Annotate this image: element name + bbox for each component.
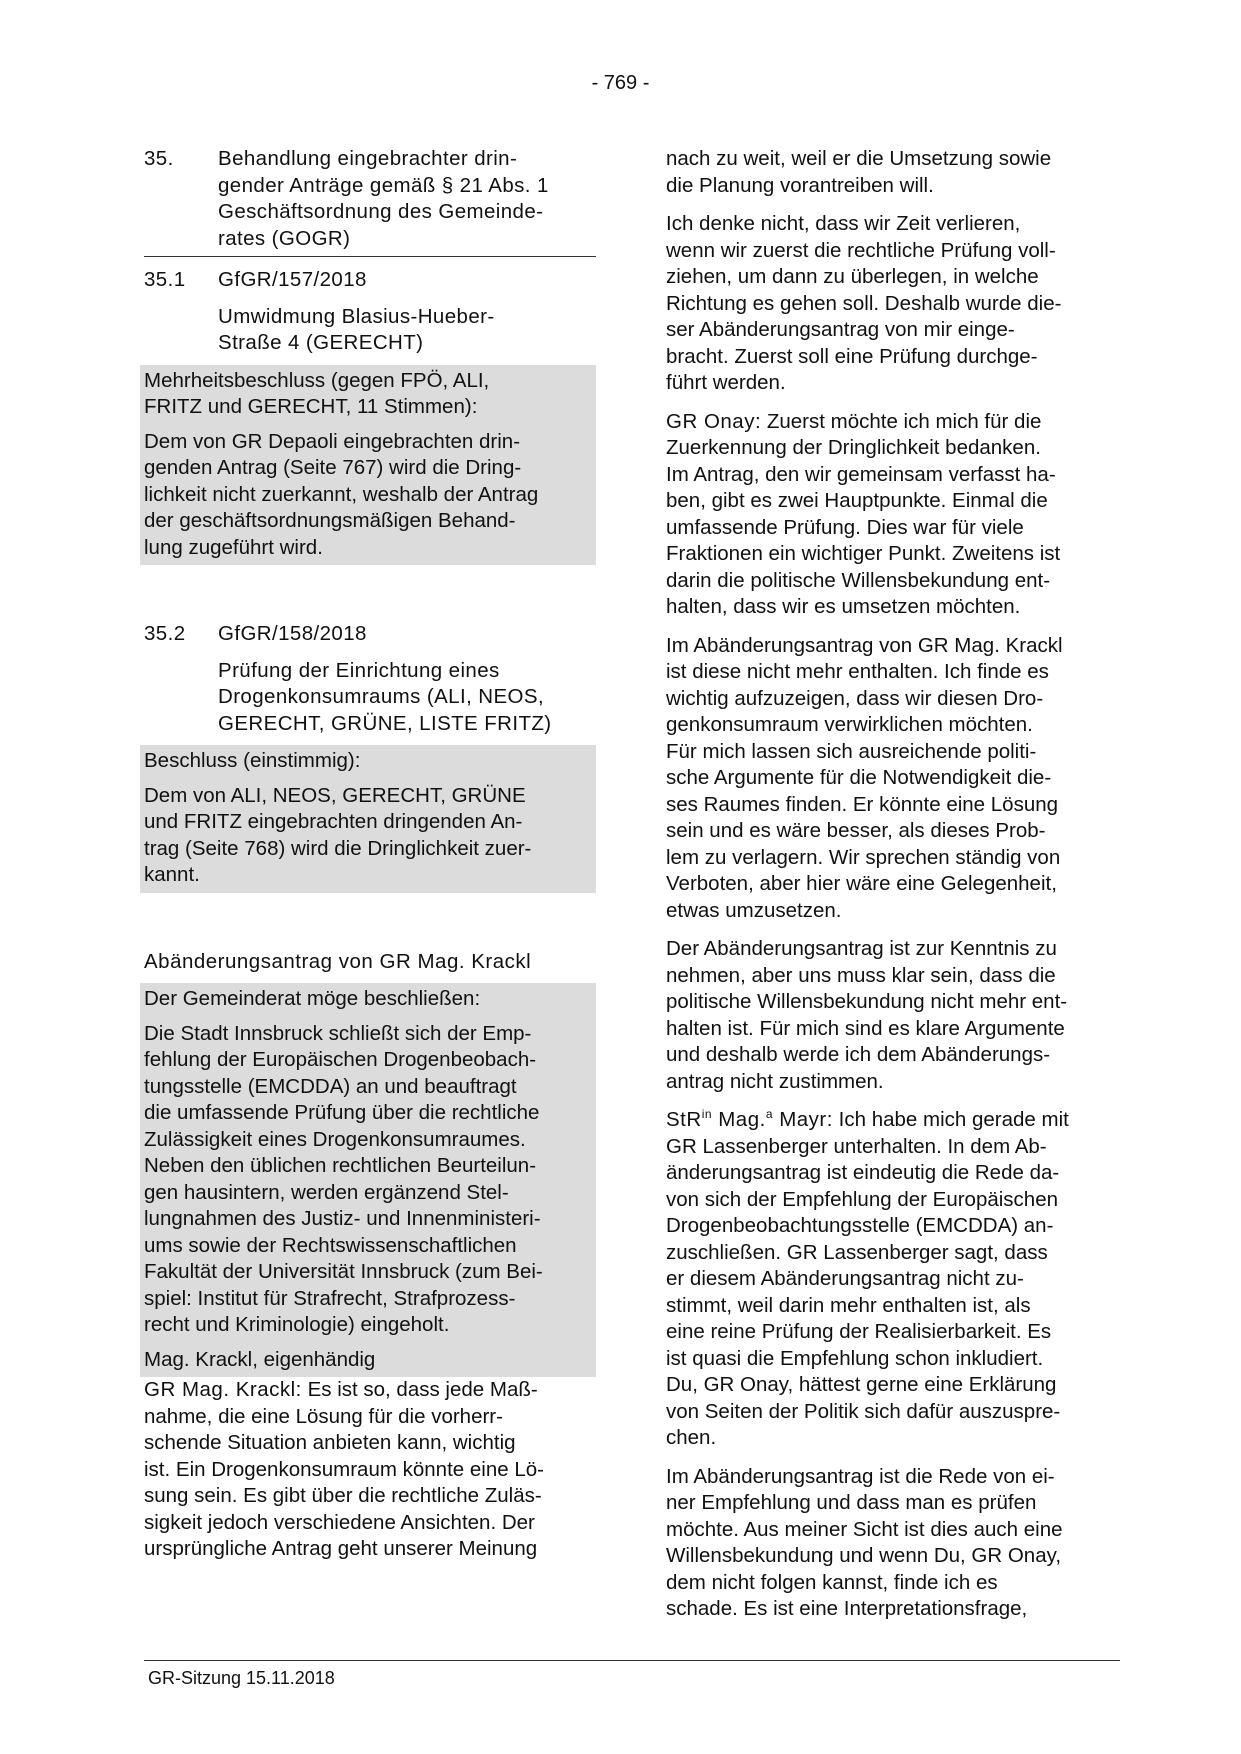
- item-title: [144, 658, 596, 738]
- text-line: Der Abänderungsantrag ist zur Kenntnis zu: [666, 937, 1057, 960]
- speaker-part: StR: [666, 1108, 702, 1131]
- text-line: er diesem Abänderungsantrag nicht zu-: [666, 1267, 1024, 1290]
- footer-divider: [144, 1660, 1120, 1661]
- resolution-head: [144, 368, 592, 421]
- text-line: Drogenbeobachtungsstelle (EMCDDA) an-: [666, 1214, 1054, 1237]
- text-line: dem nicht folgen kannst, finde ich es: [666, 1570, 998, 1594]
- speech-paragraph: [666, 409, 1120, 621]
- text-line: spiel: Institut für Strafrecht, Strafprozess-: [144, 1286, 516, 1310]
- text-line: Es ist so, dass jede Maß-: [301, 1378, 538, 1401]
- text-line: ner Empfehlung und dass man es prüfen: [666, 1491, 1037, 1514]
- text-line: ses Raumes finden. Er könnte eine Lösung: [666, 792, 1059, 816]
- text-line: nehmen, aber uns muss klar sein, dass die: [666, 963, 1056, 987]
- text-line: halten ist. Für mich sind es klare Argumente: [666, 1016, 1065, 1040]
- speaker-superscript: a: [765, 1107, 773, 1122]
- text-line: tungsstelle (EMCDDA) an und beauftragt: [144, 1074, 517, 1098]
- text-line: antrag nicht zustimmen.: [666, 1069, 884, 1093]
- resolution-text: [144, 783, 592, 889]
- text-line: Im Abänderungsantrag von GR Mag. Krackl: [666, 633, 1063, 657]
- text-line: schende Situation anbieten kann, wichtig: [144, 1431, 516, 1454]
- text-line: kannt.: [144, 863, 200, 886]
- left-column: [144, 146, 596, 1575]
- item-number: 35.1: [144, 268, 186, 291]
- paragraph: [666, 936, 1120, 1095]
- text-line: umfassende Prüfung. Dies war für viele: [666, 515, 1024, 539]
- divider: [144, 256, 596, 257]
- text-line: Ich denke nicht, dass wir Zeit verlieren,: [666, 212, 1021, 235]
- resolution-box: [140, 745, 596, 893]
- speaker-name: GR Onay:: [666, 409, 762, 433]
- text-line: möchte. Aus meiner Sicht ist dies auch eine: [666, 1517, 1063, 1541]
- amendment-text: [144, 1021, 592, 1339]
- text-line: rates (GOGR): [218, 226, 351, 250]
- text-line: GERECHT, GRÜNE, LISTE FRITZ): [218, 711, 552, 735]
- text-line: recht und Kriminologie) eingeholt.: [144, 1313, 450, 1336]
- item-title: [144, 304, 596, 357]
- text-line: ser Abänderungsantrag von mir einge-: [666, 318, 1015, 341]
- text-line: Die Stadt Innsbruck schließt sich der Emp-: [144, 1021, 532, 1045]
- text-line: Prüfung der Einrichtung eines: [218, 658, 500, 682]
- resolution-text: [144, 429, 592, 562]
- text-line: Zulässigkeit eines Drogenkonsumraumes.: [144, 1127, 526, 1151]
- text-line: ziehen, um dann zu überlegen, in welche: [666, 265, 1039, 288]
- amendment-head: Der Gemeinderat möge beschließen:: [144, 987, 481, 1010]
- text-line: halten, dass wir es umsetzen möchten.: [666, 595, 1021, 618]
- text-line: von sich der Empfehlung der Europäischen: [666, 1187, 1059, 1211]
- text-line: lichkeit nicht zuerkannt, weshalb der Antrag: [144, 482, 539, 506]
- resolution-box: [140, 365, 596, 566]
- text-line: Neben den üblichen rechtlichen Beurteilun-: [144, 1154, 537, 1177]
- item-title: [218, 146, 596, 252]
- text-line: Willensbekundung und wenn Du, GR Onay,: [666, 1544, 1062, 1567]
- speaker-name: [666, 1108, 833, 1131]
- text-line: Ich habe mich gerade mit: [832, 1108, 1069, 1131]
- resolution-head: Beschluss (einstimmig):: [144, 749, 361, 772]
- text-line: darin die politische Willensbekundung ent-: [666, 568, 1051, 592]
- right-column: [666, 146, 1120, 1635]
- text-line: Geschäftsordnung des Gemeinde-: [218, 200, 544, 223]
- item-number: 35.2: [144, 622, 186, 645]
- text-line: die Planung vorantreiben will.: [666, 173, 934, 197]
- text-line: die umfassende Prüfung über die rechtliche: [144, 1101, 540, 1124]
- text-line: stimmt, weil darin mehr enthalten ist, als: [666, 1293, 1031, 1317]
- paragraph: [666, 211, 1120, 397]
- paragraph: [666, 1464, 1120, 1623]
- text-line: Im Abänderungsantrag ist die Rede von ei-: [666, 1464, 1055, 1488]
- text-line: sigkeit jedoch verschiedene Ansichten. Der: [144, 1510, 535, 1534]
- text-line: genden Antrag (Seite 767) wird die Dring-: [144, 456, 522, 479]
- text-line: nahme, die eine Lösung für die vorherr-: [144, 1404, 503, 1428]
- text-line: Dem von GR Depaoli eingebrachten drin-: [144, 429, 521, 453]
- text-line: trag (Seite 768) wird die Dringlichkeit zuer-: [144, 836, 532, 860]
- item-35-heading: [144, 146, 596, 252]
- text-line: politische Willensbekundung nicht mehr ent-: [666, 990, 1068, 1013]
- amendment-box: [140, 983, 596, 1377]
- speaker-superscript: in: [701, 1107, 713, 1122]
- paragraph: [666, 146, 1120, 199]
- text-line: schade. Es ist eine Interpretationsfrage,: [666, 1597, 1028, 1620]
- text-line: Dem von ALI, NEOS, GERECHT, GRÜNE: [144, 783, 526, 807]
- amendment-heading: Abänderungsantrag von GR Mag. Krackl: [144, 949, 532, 973]
- footer-text: GR-Sitzung 15.11.2018: [148, 1668, 335, 1688]
- text-line: führt werden.: [666, 371, 786, 394]
- text-line: sung sein. Es gibt über die rechtliche Zuläs-: [144, 1484, 542, 1507]
- text-line: GR Lassenberger unterhalten. In dem Ab-: [666, 1134, 1047, 1158]
- speaker-name: GR Mag. Krackl:: [144, 1378, 302, 1401]
- text-line: ist quasi die Empfehlung schon inkludiert.: [666, 1346, 1044, 1370]
- text-line: Fraktionen ein wichtiger Punkt. Zweitens ist: [666, 542, 1061, 565]
- paragraph: [666, 633, 1120, 925]
- text-line: änderungsantrag ist eindeutig die Rede da-: [666, 1161, 1060, 1184]
- text-line: Verboten, aber hier wäre eine Gelegenheit,: [666, 872, 1057, 895]
- text-line: eine reine Prüfung der Realisierbarkeit. Es: [666, 1320, 1052, 1343]
- text-line: Zuerst möchte ich mich für die: [761, 409, 1042, 433]
- text-line: Im Antrag, den wir gemeinsam verfasst ha-: [666, 462, 1056, 486]
- text-line: wenn wir zuerst die rechtliche Prüfung voll-: [666, 238, 1056, 262]
- text-line: Drogenkonsumraums (ALI, NEOS,: [218, 685, 545, 708]
- text-line: lung zugeführt wird.: [144, 535, 323, 559]
- speaker-part: Mag.: [712, 1108, 766, 1131]
- text-line: Straße 4 (GERECHT): [218, 331, 424, 354]
- text-line: fehlung der Europäischen Drogenbeobach-: [144, 1048, 537, 1071]
- item-number: 35.: [144, 147, 174, 170]
- item-code: GfGR/158/2018: [218, 622, 367, 645]
- text-line: der geschäftsordnungsmäßigen Behand-: [144, 509, 516, 532]
- text-line: sche Argumente für die Notwendigkeit die-: [666, 766, 1052, 789]
- text-line: ist diese nicht mehr enthalten. Ich finde es: [666, 660, 1049, 683]
- speaker-part: Mayr:: [773, 1108, 833, 1131]
- text-line: Du, GR Onay, hättest gerne eine Erklärung: [666, 1373, 1057, 1396]
- text-line: ist. Ein Drogenkonsumraum könnte eine Lö-: [144, 1457, 544, 1481]
- text-line: Richtung es gehen soll. Deshalb wurde die-: [666, 291, 1062, 315]
- text-line: und FRITZ eingebrachten dringenden An-: [144, 810, 523, 833]
- text-line: wichtig aufzuzeigen, dass wir diesen Dro-: [666, 686, 1044, 710]
- text-line: gen hausintern, werden ergänzend Stel-: [144, 1180, 509, 1204]
- text-line: nach zu weit, weil er die Umsetzung sowie: [666, 147, 1052, 170]
- page-number: - 769 -: [591, 72, 650, 94]
- speech-paragraph: [666, 1107, 1120, 1452]
- text-line: FRITZ und GERECHT, 11 Stimmen):: [144, 395, 478, 418]
- text-line: und deshalb werde ich dem Abänderungs-: [666, 1043, 1051, 1066]
- text-line: Behandlung eingebrachter drin-: [218, 147, 518, 170]
- text-line: ums sowie der Rechtswissenschaftlichen: [144, 1233, 517, 1257]
- text-line: Fakultät der Universität Innsbruck (zum Bei-: [144, 1260, 543, 1283]
- text-line: ben, gibt es zwei Hauptpunkte. Einmal die: [666, 489, 1048, 512]
- speech-paragraph: [144, 1377, 596, 1563]
- item-35-2-heading: [144, 621, 596, 648]
- text-line: von Seiten der Politik sich dafür auszuspre-: [666, 1399, 1061, 1423]
- text-line: ursprüngliche Antrag geht unserer Meinung: [144, 1537, 538, 1560]
- text-line: Mehrheitsbeschluss (gegen FPÖ, ALI,: [144, 368, 490, 392]
- item-code: GfGR/157/2018: [218, 268, 367, 291]
- text-line: lungnahmen des Justiz- und Innenministeri-: [144, 1207, 541, 1230]
- text-line: chen.: [666, 1426, 717, 1449]
- text-line: Umwidmung Blasius-Hueber-: [218, 304, 495, 328]
- amendment-signature: Mag. Krackl, eigenhändig: [144, 1347, 376, 1371]
- text-line: zuschließen. GR Lassenberger sagt, dass: [666, 1240, 1048, 1264]
- text-line: genkonsumraum verwirklichen möchten.: [666, 713, 1033, 736]
- item-35-1-heading: [144, 267, 596, 294]
- text-line: bracht. Zuerst soll eine Prüfung durchge-: [666, 344, 1038, 368]
- text-line: gender Anträge gemäß § 21 Abs. 1: [218, 173, 549, 197]
- text-line: Für mich lassen sich ausreichende politi-: [666, 739, 1037, 763]
- text-line: lem zu verlagern. Wir sprechen ständig von: [666, 845, 1061, 869]
- text-line: etwas umzusetzen.: [666, 898, 842, 922]
- text-line: sein und es wäre besser, als dieses Prob-: [666, 819, 1046, 842]
- text-line: Zuerkennung der Dringlichkeit bedanken.: [666, 436, 1041, 459]
